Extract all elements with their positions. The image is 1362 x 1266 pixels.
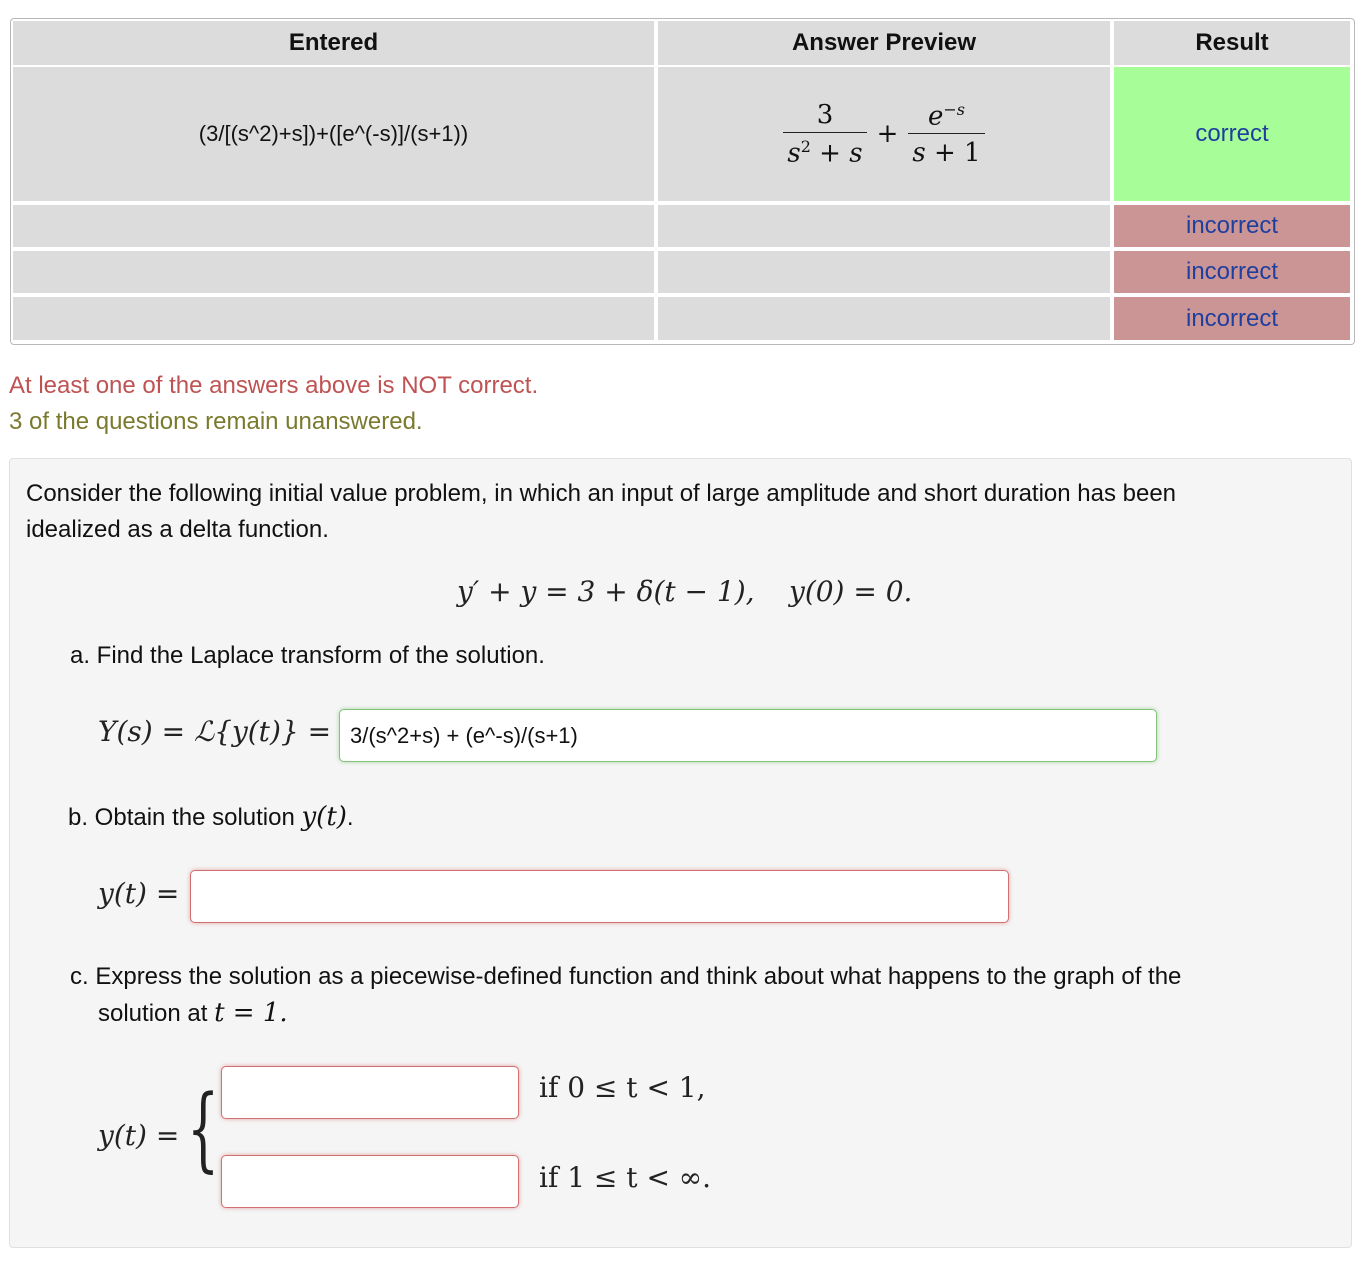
result-cell-1: correct (1114, 67, 1350, 201)
entered-cell-2 (13, 205, 654, 247)
result-cell-2: incorrect (1114, 205, 1350, 247)
piecewise-brace: { (187, 1075, 220, 1182)
preview-frac1-den-var: s (849, 138, 863, 169)
not-correct-message: At least one of the answers above is NOT correct. (9, 372, 539, 399)
entered-cell-1: (3/[(s^2)+s])+([e^(-s)]/(s+1)) (13, 67, 654, 201)
preview-fraction-2 (908, 100, 984, 169)
intro-line-1: Consider the following initial value problem, in which an input of large amplitude and short duration has been (26, 480, 1177, 507)
result-cell-4: incorrect (1114, 297, 1350, 340)
preview-frac2-num-base: e (927, 101, 944, 132)
part-b-text: b. Obtain the solution (68, 804, 302, 831)
header-entered: Entered (13, 21, 654, 65)
piecewise-condition-2: if 1 ≤ t < ∞. (539, 1161, 712, 1194)
part-c-lhs: y(t) = (98, 1119, 180, 1152)
part-b-math: y(t) (301, 802, 347, 832)
intro-line-2: idealized as a delta function. (26, 516, 329, 543)
answer-preview-cell-4 (658, 297, 1110, 340)
header-result: Result (1114, 21, 1350, 65)
piecewise-condition-1: if 0 ≤ t < 1, (539, 1071, 706, 1104)
part-b-period: . (346, 804, 354, 831)
preview-frac2-den-rest: + 1 (925, 138, 981, 169)
preview-plus: + (876, 119, 899, 149)
preview-frac1-den-plus: + (810, 138, 850, 169)
problem-panel (9, 458, 1352, 1248)
entered-cell-3 (13, 251, 654, 293)
answer-preview-cell-3 (658, 251, 1110, 293)
part-c-math: t = 1. (214, 998, 288, 1028)
part-c-prompt-line-2 (98, 995, 288, 1032)
answer-preview-cell-2 (658, 205, 1110, 247)
answer-preview-math (783, 100, 984, 169)
laplace-transform-input[interactable] (339, 709, 1157, 762)
part-b-lhs: y(t) = (98, 877, 180, 910)
part-c-text: solution at (98, 1000, 215, 1027)
result-cell-3: incorrect (1114, 251, 1350, 293)
part-c-prompt-line-1: c. Express the solution as a piecewise-defined function and think about what happens to the graph of the (70, 963, 1182, 990)
preview-frac2-num-sup: −s (943, 99, 965, 119)
entered-cell-4 (13, 297, 654, 340)
ode-equation: y′ + y = 3 + δ(t − 1), (457, 575, 755, 608)
preview-frac1-den-base: s (787, 138, 801, 169)
part-a-prompt: a. Find the Laplace transform of the solution. (70, 642, 545, 669)
piecewise-input-2[interactable] (221, 1155, 519, 1208)
preview-fraction-1 (783, 100, 866, 169)
answer-preview-cell-1 (658, 67, 1110, 201)
header-answer-preview: Answer Preview (658, 21, 1110, 65)
preview-frac1-den-sup: 2 (800, 136, 811, 156)
solution-input[interactable] (190, 870, 1009, 923)
part-b-prompt (68, 799, 354, 836)
results-table (10, 18, 1355, 345)
preview-frac2-den-var: s (912, 138, 926, 169)
piecewise-input-1[interactable] (221, 1066, 519, 1119)
part-a-lhs: Y(s) = ℒ{y(t)} = (98, 715, 332, 748)
initial-condition: y(0) = 0. (789, 575, 913, 608)
unanswered-message: 3 of the questions remain unanswered. (9, 408, 423, 435)
preview-frac1-numerator: 3 (816, 99, 834, 130)
